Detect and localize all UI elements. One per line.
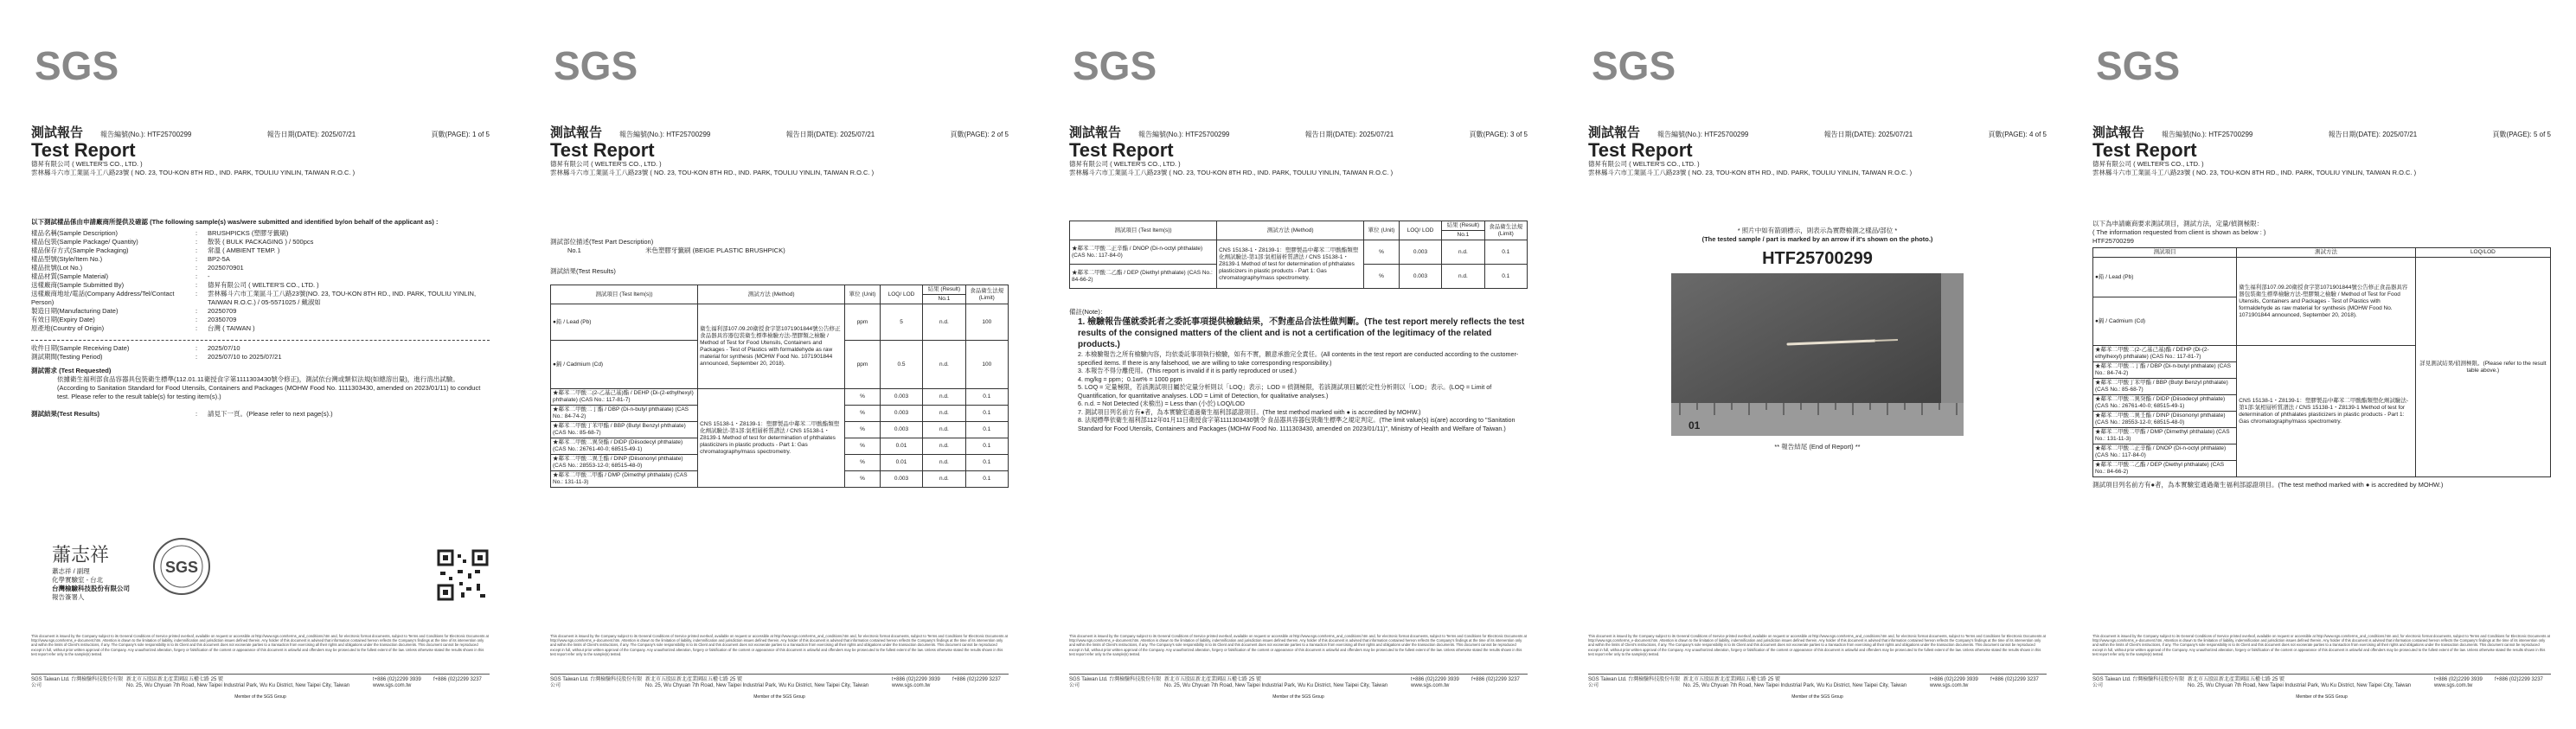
- footer-company: SGS Taiwan Ltd. 台灣檢驗科技股份有限公司: [550, 677, 643, 688]
- col-lod: LOQ/ LOD: [880, 285, 922, 304]
- report-no: 報告編號(No.): HTF25700299: [1657, 131, 1749, 138]
- report-header: [1588, 123, 2047, 177]
- col-limit: 食品衛生法規 (Limit): [965, 285, 1008, 304]
- field-label: 送樣廠商(Sample Submitted By): [31, 281, 125, 289]
- footer-web: www.sgs.com.tw: [2434, 683, 2473, 688]
- title-en: Test Report: [550, 139, 655, 161]
- page-number: 頁數(PAGE): 4 of 5: [1988, 131, 2047, 138]
- table-row: [2093, 258, 2551, 297]
- item-cell: ★鄰苯二甲酸二乙酯 / DEP (Diethyl phthalate) (CAS No.: 84-66-2): [1070, 265, 1217, 289]
- accredited-note: 測試項目列名前方有●者，為本實驗室通過衛生福利部認證項目。(The test method marked with ● is accredited by MOHW.): [2092, 481, 2444, 489]
- result-cell: n.d.: [923, 389, 965, 406]
- col-no1: No.1: [1442, 231, 1484, 240]
- signer-title: 蕭志祥 / 副理: [52, 567, 90, 575]
- lod-cell: 0.003: [880, 406, 922, 422]
- intro-text: 以下測試樣品係由申請廠商所提供及確認 (The following sample(s) was/were submitted and identified by/on behalf of the applicant as) :: [31, 218, 439, 226]
- field-label: 有效日期(Expiry Date): [31, 316, 95, 323]
- sample-field-row: 製造日期(Manufacturing Date) : 20250709: [31, 307, 490, 316]
- item-cell: ★鄰苯二甲酸二甲酯 / DMP (Dimethyl phthalate) (CAS No.: 131-11-3): [2093, 428, 2237, 444]
- footer-addr-zh: 新北市五股區新北產業園區五權七路 25 號: [1164, 677, 1262, 682]
- photo-caption-en: (The tested sample / part is marked by an arrow if it's shown on the photo.): [1701, 235, 1933, 243]
- report-date: 報告日期(DATE): 2025/07/21: [785, 131, 875, 138]
- signer-auth: 報告簽署人: [52, 593, 85, 601]
- page-number: 頁數(PAGE): 2 of 5: [950, 131, 1009, 138]
- field-label: 樣品名稱(Sample Description): [31, 229, 119, 237]
- photo-caption-zh: * 照片中如有箭頭標示，則表示為實際檢測之樣品/部位 *: [1737, 227, 1898, 234]
- unit-cell: %: [1364, 240, 1400, 265]
- sample-field-row: 樣品包裝(Sample Package/ Quantity) : 散裝 ( BULK PACKAGING ) / 500pcs: [31, 238, 490, 246]
- col-no1: No.1: [923, 295, 965, 304]
- field-label: 原產地(Country of Origin): [31, 324, 105, 332]
- note-item: 7. 測試項目列名前方有●者，為本實驗室通過衛生福利部認證項目。(The test method marked with ● is accredited by MOHW.): [1078, 407, 1421, 416]
- report-no: 報告編號(No.): HTF25700299: [1138, 131, 1230, 138]
- footer-legal: This document is issued by the Company subject to its General Conditions of Service printed overleaf, available on request or accessible at http://www.sgs.com/terms_and_conditions.htm and, for electronic format documents, subject to Terms and Conditions for Electronic Documents at http://www.sgs.com/terms_e-document.htm. Attention is drawn to the limitation of liability, indemnification and jurisdiction issues defined therein. Any holder of this document is advised that information contained hereon reflects the Company's findings at the time of its intervention only and within the limits of Client's instructions, if any. The Company's sole responsibility is to its Client and this document does not exonerate parties to a transaction from exercising all their rights and obligations under the transaction documents. This document cannot be reproduced except in full, without prior written approval of the Company. Any unauthorized alteration, forgery or falsification of the content or appearance of this document is unlawful and offenders may be prosecuted to the fullest extent of the law. Unless otherwise stated the results shown in this test report refer only to the sample(s) tested.: [2092, 634, 2550, 656]
- col-item: 測試項目 (Test Item(s)): [1070, 221, 1217, 240]
- svg-text:SGS: SGS: [1073, 43, 1157, 88]
- footer-company: SGS Taiwan Ltd. 台灣檢驗科技股份有限公司: [2092, 677, 2185, 688]
- limit-cell: 0.1: [1484, 265, 1527, 289]
- col-result: 結果 (Result): [1442, 221, 1484, 231]
- report-no: 報告編號(No.): HTF25700299: [100, 131, 192, 138]
- limit-cell: 0.1: [965, 389, 1008, 406]
- footer-member: Member of the SGS Group: [1791, 694, 1843, 700]
- svg-text:SGS: SGS: [35, 43, 119, 88]
- lod-cell: 0.003: [880, 422, 922, 438]
- limit-cell: 0.1: [965, 438, 1008, 455]
- title-en: Test Report: [2092, 139, 2197, 161]
- field-value: 德昇有限公司 ( WELTER'S CO., LTD. ): [208, 281, 319, 289]
- title-en: Test Report: [1588, 139, 1693, 161]
- report-page-1: SGS 測試報告 報告編號(No.): HTF25700299 報告日期(DATE): 2025/07/21 頁數(PAGE): 1 of 5 Test Report 德昇有限公司 ( WELTER'S CO., LTD. ) 雲林縣斗六市工業區斗工八路23號 ( NO. 23, TOU-KON 8TH RD., IND. PARK, TOULIU YINLIN, TAIWAN R.O.C. ) 以下測試樣品係由申請廠商所提供及確認 (The following sample(s) was/were submitted and identified by/on behalf of the applicant as) : 樣品名稱(Sample Description) : BRUSHPICKS (塑膠牙籤刷) 樣品包裝(Sample Package/ Quantity) : 散裝 ( BULK PACKAGING ) / 500pcs 樣品保存方式(Sample Packaging) : 常溫 ( AMBIENT TEMP. ) 樣品型號(Style/Item No.) : BP2-5A 樣品批號(Lot No.) : 2025070901 樣品材質(Sample Material) : - 送樣廠商(Sample Submitted By) : 德昇有限公司 ( WELTER'S CO., LTD. ) 送樣廠商地址/電話(Company Address/Tel/Contact Person) : 雲林縣斗六市工業區斗工八路23號(NO. 23, TOU-KON 8TH RD., IND. PARK, TOULIU YINLIN, TAIWAN R.O.C.) / 05-5571025 / 戴淑如 製造日期(Manufacturing Date) : 20250709 有效日期(Expiry Date) : 20350709 原產地(Country of Origin) : 台灣 ( TAIWAN ) 收件日期(Sample Receiving Date) : 2025/07/10 測試期間(Testing Period) : 2025/07/10 to 2025/07/21 測試需求 (Test Requested) 依據衛生福利部食品容器具包裝衛生標準(112.01.11衛授食字第1111303430號令修正)，測試依台灣或類似法規(如總溶出量)，進行溶出試驗。(According to Sanitation Standard for Food Utensils, Containers and Packages (MOHW Food No. 1111303430, amended on 2023/01/11) to conduct test. Please refer to the result table(s) for testing item(s).) 測試結果(Test Results) : 請見下一頁。(Please refer to next page(s).) 蕭志祥 蕭志祥 / 副理 化學實驗室 - 台北 台灣檢驗科技股份有限公司 報告簽署人 SGS This document is issued by the Company subject to its General Conditions of Service printed overleaf, available on request or accessible at http://www.sgs.com/terms_and_conditions.htm and, for electronic format documents, subject to Terms and Conditions for Electronic Documents at http://www.sgs.com/terms_e-document.htm. Attention is drawn to the limitation of liability, indemnification and jurisdiction issues defined therein. Any holder of this document is advised that information contained hereon reflects the Company's findings at the time of its intervention only and within the limits of Client's instructions, if any. The Company's sole responsibility is to its Client and this document does not exonerate parties to a transaction from exercising all their rights and obligations under the transaction documents. This document cannot be reproduced except in full, without prior written approval of the Company. Any unauthorized alteration, forgery or falsification of the content or appearance of this document is unlawful and offenders may be prosecuted to the fullest extent of the law. Unless otherwise stated the results shown in this test report refer only to the sample(s) tested. SGS Taiwan Ltd. 台灣檢驗科技股份有限公司 新北市五股區新北產業園區五權七路 25 號 No. 25, Wu Chyuan 7th Road, New Taipei Industrial Park, Wu Ku District, New Taipei City, Taiwan t+886 (02)2299 3939 www.sgs.com.tw f+886 (02)2299 3237 Member of the SGS Group: [0, 0, 515, 729]
- part-desc-value: 米色塑膠牙籤刷 (BEIGE PLASTIC BRUSHPICK): [645, 246, 785, 254]
- footer-addr-en: No. 25, Wu Chyuan 7th Road, New Taipei Industrial Park, Wu Ku District, New Taipei City, Taiwan: [645, 683, 869, 688]
- field-label: 樣品型號(Style/Item No.): [31, 255, 103, 263]
- title-zh: 測試報告: [550, 125, 603, 140]
- field-value: BRUSHPICKS (塑膠牙籤刷): [208, 229, 289, 237]
- footer-web: www.sgs.com.tw: [1930, 683, 1969, 688]
- footer-tel: t+886 (02)2299 3939: [373, 677, 421, 682]
- unit-cell: %: [845, 422, 881, 438]
- limit-cell: 0.1: [965, 422, 1008, 438]
- title-en: Test Report: [31, 139, 136, 161]
- report-header: [2092, 123, 2551, 177]
- requested-value: 依據衛生福利部食品容器具包裝衛生標準(112.01.11衛授食字第1111303430號令修正)，測試依台灣或類似法規(如總溶出量)，進行溶出試驗。(According to Sanitation Standard for Food Utensils, Containers and Packages (MOHW Food No. 1111303430, amended on 2023/01/11) to conduct test. Please refer to the result table(s) for testing item(s).): [57, 375, 481, 400]
- item-cell: ★鄰苯二甲酸二異壬酯 / DINP (Diisononyl phthalate) (CAS No.: 28553-12-0; 68515-48-0): [2093, 412, 2237, 428]
- field-value: 雲林縣斗六市工業區斗工八路23號(NO. 23, TOU-KON 8TH RD., IND. PARK, TOULIU YINLIN, TAIWAN R.O.C.) / 05-5571025 / 戴淑如: [208, 290, 477, 306]
- footer-member: Member of the SGS Group: [234, 694, 286, 700]
- result-cell: n.d.: [923, 471, 965, 488]
- report-page-2: [519, 0, 1034, 729]
- item-cell: ★鄰苯二甲酸丁苯甲酯 / BBP (Butyl Benzyl phthalate) (CAS No.: 85-68-7): [2093, 379, 2237, 395]
- col-method: 測試方法: [2237, 248, 2416, 258]
- company-address: 雲林縣斗六市工業區斗工八路23號 ( NO. 23, TOU-KON 8TH RD., IND. PARK, TOULIU YINLIN, TAIWAN R.O.C. ): [1069, 169, 1394, 176]
- footer-tel: t+886 (02)2299 3939: [1930, 677, 1978, 682]
- col-lod: LOQ/ LOD: [1399, 221, 1441, 240]
- method-cell: CNS 15138-1・Z8139-1：塑膠製品中鄰苯二甲酸酯類塑化劑試驗法-第1部:氣相層析質譜法 / CNS 15138-1・Z8139-1 Method of test for determination of phthalates plasticizers in plastic products - Part 1: Gas chromatography/mass spectrometry.: [1217, 240, 1364, 289]
- table-row: [1070, 240, 1528, 265]
- note-item: 1. 檢驗報告僅就委託者之委託事項提供檢驗結果，不對產品合法性做判斷。(The test report merely reflects the test results of the consigned matters of the client and is not a certification of the legitimacy of the related products.): [1078, 317, 1525, 349]
- col-item: 測試項目: [2093, 248, 2237, 258]
- qr-code-icon: [437, 549, 489, 601]
- unit-cell: %: [845, 406, 881, 422]
- footer-fax: f+886 (02)2299 3237: [952, 677, 1001, 682]
- footer-addr-en: No. 25, Wu Chyuan 7th Road, New Taipei Industrial Park, Wu Ku District, New Taipei City, Taiwan: [2188, 683, 2412, 688]
- method-cell: 衛生福利部107.09.20衛授食字第1071901844號公告修正食品器具容器包裝衛生標準檢驗方法-塑膠類之檢驗 / Method of Test for Food Utensils, Containers and Packages - Test of Plastics with formaldehyde as raw material for synthesis (MOHW Food No. 1071901844 announced, September 20, 2018).: [2237, 258, 2416, 346]
- footer-web: www.sgs.com.tw: [373, 683, 412, 688]
- field-value: 20250709: [208, 307, 237, 315]
- footer-tel: t+886 (02)2299 3939: [892, 677, 940, 682]
- company-name: 德昇有限公司 ( WELTER'S CO., LTD. ): [1588, 160, 1700, 168]
- sample-field-row: 樣品型號(Style/Item No.) : BP2-5A: [31, 255, 490, 264]
- company-address: 雲林縣斗六市工業區斗工八路23號 ( NO. 23, TOU-KON 8TH RD., IND. PARK, TOULIU YINLIN, TAIWAN R.O.C. ): [31, 169, 356, 176]
- sample-field-row: 樣品批號(Lot No.) : 2025070901: [31, 264, 490, 272]
- note-item: 4. mg/kg = ppm；0.1wt% = 1000 ppm: [1078, 374, 1182, 383]
- limit-cell: 100: [965, 304, 1008, 341]
- limit-cell: 100: [965, 341, 1008, 389]
- company-address: 雲林縣斗六市工業區斗工八路23號 ( NO. 23, TOU-KON 8TH RD., IND. PARK, TOULIU YINLIN, TAIWAN R.O.C. ): [550, 169, 875, 176]
- footer-fax: f+886 (02)2299 3237: [433, 677, 482, 682]
- unit-cell: ppm: [845, 341, 881, 389]
- company-name: 德昇有限公司 ( WELTER'S CO., LTD. ): [1069, 160, 1181, 168]
- limit-cell: 0.1: [965, 455, 1008, 471]
- sgs-logo: [1069, 35, 1164, 92]
- sample-field-row: 樣品材質(Sample Material) : -: [31, 272, 490, 281]
- result-cell: n.d.: [1442, 265, 1484, 289]
- item-cell: ★鄰苯二甲酸二異癸酯 / DIDP (Diisodecyl phthalate) (CAS No.: 26761-40-0; 68515-49-1): [2093, 395, 2237, 412]
- method-cell: 衛生福利部107.09.20衛授食字第1071901844號公告修正食品器具容器包裝衛生標準檢驗方法-塑膠類之檢驗 / Method of Test for Food Utensils, Containers and Packages - Test of Plastics with formaldehyde as raw material for synthesis (MOHW Food No. 1071901844 announced, September 20, 2018).: [698, 304, 845, 389]
- item-cell: ★鄰苯二甲酸二異壬酯 / DINP (Diisononyl phthalate) (CAS No.: 28553-12-0; 68515-48-0): [551, 455, 698, 471]
- title-zh: 測試報告: [1588, 125, 1641, 140]
- item-cell: ★鄰苯二甲酸二丁酯 / DBP (Di-n-butyl phthalate) (CAS No.: 84-74-2): [2093, 362, 2237, 379]
- report-date: 報告日期(DATE): 2025/07/21: [2328, 131, 2418, 138]
- col-lod: LOQ/LOD: [2415, 248, 2550, 258]
- footer-legal: This document is issued by the Company subject to its General Conditions of Service printed overleaf, available on request or accessible at http://www.sgs.com/terms_and_conditions.htm and, for electronic format documents, subject to Terms and Conditions for Electronic Documents at http://www.sgs.com/terms_e-document.htm. Attention is drawn to the limitation of liability, indemnification and jurisdiction issues defined therein. Any holder of this document is advised that information contained hereon reflects the Company's findings at the time of its intervention only and within the limits of Client's instructions, if any. The Company's sole responsibility is to its Client and this document does not exonerate parties to a transaction from exercising all their rights and obligations under the transaction documents. This document cannot be reproduced except in full, without prior written approval of the Company. Any unauthorized alteration, forgery or falsification of the content or appearance of this document is unlawful and offenders may be prosecuted to the fullest extent of the law. Unless otherwise stated the results shown in this test report refer only to the sample(s) tested.: [550, 634, 1008, 656]
- sample-field-row: 送樣廠商地址/電話(Company Address/Tel/Contact Person) : 雲林縣斗六市工業區斗工八路23號(NO. 23, TOU-KON 8TH RD., IND. PARK, TOULIU YINLIN, TAIWAN R.O.C.) / 05-5571025 / 戴淑如: [31, 290, 490, 307]
- item-cell: ★鄰苯二甲酸二甲酯 / DMP (Dimethyl phthalate) (CAS No.: 131-11-3): [551, 471, 698, 488]
- sgs-logo: [2092, 35, 2188, 92]
- report-no: 報告編號(No.): HTF25700299: [619, 131, 711, 138]
- svg-text:SGS: SGS: [164, 559, 199, 576]
- footer-web: www.sgs.com.tw: [892, 683, 931, 688]
- note-item: 6. n.d. = Not Detected (未檢出) = Less than (小於) LOQ/LOD: [1078, 400, 1245, 407]
- limit-cell: 0.1: [965, 471, 1008, 488]
- field-label: 樣品包裝(Sample Package/ Quantity): [31, 238, 138, 246]
- item-cell: ★鄰苯二甲酸二(2-乙基己基)酯 / DEHP (Di-(2-ethylhexyl) phthalate) (CAS No.: 117-81-7): [551, 389, 698, 406]
- svg-text:01: 01: [1688, 419, 1701, 432]
- company-name: 德昇有限公司 ( WELTER'S CO., LTD. ): [2092, 160, 2204, 168]
- receiving-label: 收件日期(Sample Receiving Date): [31, 344, 130, 352]
- svg-text:SGS: SGS: [1592, 43, 1676, 88]
- footer: [2092, 634, 2551, 700]
- results-value: 請見下一頁。(Please refer to next page(s).): [208, 410, 333, 418]
- sample-fields: [31, 229, 490, 333]
- intro-en: ( The information requested from client is shown as below : ): [2092, 228, 2266, 236]
- company-address: 雲林縣斗六市工業區斗工八路23號 ( NO. 23, TOU-KON 8TH RD., IND. PARK, TOULIU YINLIN, TAIWAN R.O.C. ): [2092, 169, 2417, 176]
- footer: [1588, 634, 2047, 700]
- footer-company: SGS Taiwan Ltd. 台灣檢驗科技股份有限公司: [1588, 677, 1681, 688]
- footer-legal: This document is issued by the Company subject to its General Conditions of Service printed overleaf, available on request or accessible at http://www.sgs.com/terms_and_conditions.htm and, for electronic format documents, subject to Terms and Conditions for Electronic Documents at http://www.sgs.com/terms_e-document.htm. Attention is drawn to the limitation of liability, indemnification and jurisdiction issues defined therein. Any holder of this document is advised that information contained hereon reflects the Company's findings at the time of its intervention only and within the limits of Client's instructions, if any. The Company's sole responsibility is to its Client and this document does not exonerate parties to a transaction from exercising all their rights and obligations under the transaction documents. This document cannot be reproduced except in full, without prior written approval of the Company. Any unauthorized alteration, forgery or falsification of the content or appearance of this document is unlawful and offenders may be prosecuted to the fullest extent of the law. Unless otherwise stated the results shown in this test report refer only to the sample(s) tested.: [1069, 634, 1527, 656]
- field-label: 樣品材質(Sample Material): [31, 272, 109, 280]
- company-name: 德昇有限公司 ( WELTER'S CO., LTD. ): [31, 160, 143, 168]
- item-cell: ★鄰苯二甲酸二乙酯 / DEP (Diethyl phthalate) (CAS No.: 84-66-2): [2093, 461, 2237, 477]
- company-address: 雲林縣斗六市工業區斗工八路23號 ( NO. 23, TOU-KON 8TH RD., IND. PARK, TOULIU YINLIN, TAIWAN R.O.C. ): [1588, 169, 1913, 176]
- footer-company: SGS Taiwan Ltd. 台灣檢驗科技股份有限公司: [1069, 677, 1162, 688]
- report-date: 報告日期(DATE): 2025/07/21: [1304, 131, 1394, 138]
- footer-web: www.sgs.com.tw: [1411, 683, 1450, 688]
- page-number: 頁數(PAGE): 1 of 5: [431, 131, 490, 138]
- item-cell: ★鄰苯二甲酸二丁酯 / DBP (Di-n-butyl phthalate) (CAS No.: 84-74-2): [551, 406, 698, 422]
- results-table: [550, 285, 1009, 488]
- notes-list: [1069, 317, 1528, 432]
- footer-addr-en: No. 25, Wu Chyuan 7th Road, New Taipei Industrial Park, Wu Ku District, New Taipei City, Taiwan: [1164, 683, 1388, 688]
- sample-field-row: 樣品名稱(Sample Description) : BRUSHPICKS (塑膠牙籤刷): [31, 229, 490, 238]
- testing-label: 測試期間(Testing Period): [31, 353, 103, 361]
- lod-cell: 5: [880, 304, 922, 341]
- field-label: 製造日期(Manufacturing Date): [31, 307, 119, 315]
- footer: [31, 634, 490, 700]
- col-limit: 食品衛生法規 (Limit): [1484, 221, 1527, 240]
- item-cell: ●鉛 / Lead (Pb): [551, 304, 698, 341]
- unit-cell: %: [845, 389, 881, 406]
- signature: 蕭志祥: [52, 545, 110, 566]
- item-cell: ★鄰苯二甲酸二正辛酯 / DNOP (Di-n-octyl phthalate) (CAS No.: 117-84-0): [1070, 240, 1217, 265]
- sample-field-row: 原產地(Country of Origin) : 台灣 ( TAIWAN ): [31, 324, 490, 333]
- sample-field-row: 樣品保存方式(Sample Packaging) : 常溫 ( AMBIENT TEMP. ): [31, 246, 490, 255]
- field-value: -: [208, 272, 210, 280]
- sgs-logo: [550, 35, 645, 92]
- results-label: 測試結果(Test Results): [31, 410, 100, 418]
- part-no: No.1: [567, 246, 581, 254]
- field-value: 2025070901: [208, 264, 244, 272]
- item-cell: ●鎘 / Cadmium (Cd): [551, 341, 698, 389]
- sgs-logo: [31, 35, 126, 92]
- note-item: 8. 法規標準依衛生福利部112年01月11日衛授食字第1111303430號令 食品器具容器包裝衛生標準之規定判定。(The limit value(s) is(are) according to "Sanitation Standard for Food Utensils, Containers and Packages (MOHW Food No. 1111303430, amended on 2023/01/11)", Ministry of Health and Welfare of Taiwan.): [1078, 416, 1515, 432]
- note-title: 備註(Note)：: [1069, 308, 1107, 316]
- lod-cell: 0.003: [1399, 240, 1441, 265]
- part-desc-label: 測試部位描述(Test Part Description): [550, 238, 654, 246]
- sample-field-row: 送樣廠商(Sample Submitted By) : 德昇有限公司 ( WELTER'S CO., LTD. ): [31, 281, 490, 290]
- col-result: 結果 (Result): [923, 285, 965, 295]
- lod-cell: 0.003: [880, 389, 922, 406]
- svg-text:SGS: SGS: [2096, 43, 2181, 88]
- result-cell: n.d.: [923, 422, 965, 438]
- footer-addr-en: No. 25, Wu Chyuan 7th Road, New Taipei Industrial Park, Wu Ku District, New Taipei City, Taiwan: [126, 683, 350, 688]
- result-cell: n.d.: [923, 438, 965, 455]
- footer-legal: This document is issued by the Company subject to its General Conditions of Service printed overleaf, available on request or accessible at http://www.sgs.com/terms_and_conditions.htm and, for electronic format documents, subject to Terms and Conditions for Electronic Documents at http://www.sgs.com/terms_e-document.htm. Attention is drawn to the limitation of liability, indemnification and jurisdiction issues defined therein. Any holder of this document is advised that information contained hereon reflects the Company's findings at the time of its intervention only and within the limits of Client's instructions, if any. The Company's sole responsibility is to its Client and this document does not exonerate parties to a transaction from exercising all their rights and obligations under the transaction documents. This document cannot be reproduced except in full, without prior written approval of the Company. Any unauthorized alteration, forgery or falsification of the content or appearance of this document is unlawful and offenders may be prosecuted to the fullest extent of the law. Unless otherwise stated the results shown in this test report refer only to the sample(s) tested.: [31, 634, 489, 656]
- field-value: 常溫 ( AMBIENT TEMP. ): [208, 246, 280, 254]
- title-zh: 測試報告: [2092, 125, 2145, 140]
- result-cell: n.d.: [923, 304, 965, 341]
- signer-org: 台灣檢驗科技股份有限公司: [52, 585, 130, 592]
- lod-cell: 0.003: [1399, 265, 1441, 289]
- item-cell: ★鄰苯二甲酸二(2-乙基己基)酯 / DEHP (Di-(2-ethylhexyl) phthalate) (CAS No.: 117-81-7): [2093, 346, 2237, 362]
- item-cell: ●鎘 / Cadmium (Cd): [2093, 297, 2237, 346]
- footer-addr-zh: 新北市五股區新北產業園區五權七路 25 號: [126, 677, 224, 682]
- result-cell: n.d.: [923, 406, 965, 422]
- report-header: [1069, 123, 1528, 177]
- limit-cell: 0.1: [1484, 240, 1527, 265]
- col-method: 測試方法 (Method): [698, 285, 845, 304]
- sgs-stamp-icon: [151, 536, 212, 597]
- testing-value: 2025/07/10 to 2025/07/21: [208, 353, 282, 361]
- table-row: [551, 304, 1009, 341]
- field-label: 送樣廠商地址/電話(Company Address/Tel/Contact Person): [31, 290, 175, 306]
- method-cell: CNS 15138-1・Z8139-1：塑膠製品中鄰苯二甲酸酯類塑化劑試驗法-第1部:氣相層析質譜法 / CNS 15138-1・Z8139-1 Method of test for determination of phthalates plasticizers in plastic products - Part 1: Gas chromatography/mass spectrometry.: [2237, 346, 2416, 477]
- title-en: Test Report: [1069, 139, 1174, 161]
- result-cell: n.d.: [923, 341, 965, 389]
- limit-cell: 0.1: [965, 406, 1008, 422]
- item-cell: ★鄰苯二甲酸丁苯甲酯 / BBP (Butyl Benzyl phthalate) (CAS No.: 85-68-7): [551, 422, 698, 438]
- result-cell: n.d.: [1442, 240, 1484, 265]
- report-page-5: [2061, 0, 2576, 729]
- report-page-4: [1557, 0, 2072, 729]
- field-label: 樣品保存方式(Sample Packaging): [31, 246, 129, 254]
- footer-addr-zh: 新北市五股區新北產業園區五權七路 25 號: [645, 677, 743, 682]
- title-zh: 測試報告: [31, 125, 84, 140]
- report-id: HTF25700299: [2092, 237, 2134, 245]
- svg-text:SGS: SGS: [554, 43, 638, 88]
- footer-addr-zh: 新北市五股區新北產業園區五權七路 25 號: [1683, 677, 1781, 682]
- report-header: [31, 123, 490, 177]
- sample-photo: [1671, 273, 1964, 436]
- company-name: 德昇有限公司 ( WELTER'S CO., LTD. ): [550, 160, 662, 168]
- field-label: 樣品批號(Lot No.): [31, 264, 83, 272]
- col-unit: 單位 (Unit): [1364, 221, 1400, 240]
- signer-dept: 化學實驗室 - 台北: [52, 576, 104, 584]
- col-item: 測試項目 (Test Item(s)): [551, 285, 698, 304]
- footer-fax: f+886 (02)2299 3237: [2495, 677, 2543, 682]
- field-value: BP2-5A: [208, 255, 230, 263]
- method-cell: CNS 15138-1・Z8139-1：塑膠製品中鄰苯二甲酸酯類塑化劑試驗法-第1部:氣相層析質譜法 / CNS 15138-1・Z8139-1 Method of test for determination of phthalates plasticizers in plastic products - Part 1: Gas chromatography/mass spectrometry.: [698, 389, 845, 488]
- field-value: 散裝 ( BULK PACKAGING ) / 500pcs: [208, 238, 314, 246]
- note-item: 3. 本報告不得分離使用。(This report is invalid if it is partly reproduced or used.): [1078, 367, 1297, 374]
- footer-company: SGS Taiwan Ltd. 台灣檢驗科技股份有限公司: [31, 677, 124, 688]
- unit-cell: %: [845, 471, 881, 488]
- footer-member: Member of the SGS Group: [753, 694, 805, 700]
- lod-cell: 0.003: [880, 471, 922, 488]
- results-table: [1069, 221, 1528, 289]
- note-item: 2. 本檢驗報告之所有檢驗內容，均依委託事項執行檢驗，如有不實，願意承擔完全責任。(All contents in the test report are conducted according to the customer-specified items. If there is any falsehood, we are willing to take corresponding responsibility.): [1078, 350, 1519, 367]
- footer-member: Member of the SGS Group: [1272, 694, 1324, 700]
- result-cell: n.d.: [923, 455, 965, 471]
- photo-id: HTF25700299: [1762, 249, 1873, 268]
- item-cell: ●鉛 / Lead (Pb): [2093, 258, 2237, 297]
- col-method: 測試方法 (Method): [1217, 221, 1364, 240]
- footer-addr-en: No. 25, Wu Chyuan 7th Road, New Taipei Industrial Park, Wu Ku District, New Taipei City, Taiwan: [1683, 683, 1907, 688]
- requested-items-table: [2092, 247, 2551, 477]
- page-number: 頁數(PAGE): 5 of 5: [2492, 131, 2551, 138]
- lod-note-cell: 詳見測試結果/偵測極限。(Please refer to the result table above.): [2415, 258, 2550, 477]
- lod-cell: 0.01: [880, 455, 922, 471]
- receiving-value: 2025/07/10: [208, 344, 240, 352]
- report-date: 報告日期(DATE): 2025/07/21: [266, 131, 356, 138]
- footer-tel: t+886 (02)2299 3939: [1411, 677, 1459, 682]
- sample-field-row: 有效日期(Expiry Date) : 20350709: [31, 316, 490, 324]
- table-row: [551, 389, 1009, 406]
- field-value: 台灣 ( TAIWAN ): [208, 324, 255, 332]
- intro-zh: 以下為申請廠商要求測試項目，測試方法，定量/偵測極限：: [2092, 220, 2264, 227]
- end-of-report: ** 報告結尾 (End of Report) **: [1774, 443, 1861, 451]
- footer-fax: f+886 (02)2299 3237: [1471, 677, 1520, 682]
- sgs-logo: [1588, 35, 1683, 92]
- report-date: 報告日期(DATE): 2025/07/21: [1823, 131, 1913, 138]
- footer-legal: This document is issued by the Company subject to its General Conditions of Service printed overleaf, available on request or accessible at http://www.sgs.com/terms_and_conditions.htm and, for electronic format documents, subject to Terms and Conditions for Electronic Documents at http://www.sgs.com/terms_e-document.htm. Attention is drawn to the limitation of liability, indemnification and jurisdiction issues defined therein. Any holder of this document is advised that information contained hereon reflects the Company's findings at the time of its intervention only and within the limits of Client's instructions, if any. The Company's sole responsibility is to its Client and this document does not exonerate parties to a transaction from exercising all their rights and obligations under the transaction documents. This document cannot be reproduced except in full, without prior written approval of the Company. Any unauthorized alteration, forgery or falsification of the content or appearance of this document is unlawful and offenders may be prosecuted to the fullest extent of the law. Unless otherwise stated the results shown in this test report refer only to the sample(s) tested.: [1588, 634, 2046, 656]
- report-page-3: [1038, 0, 1553, 729]
- report-header: [550, 123, 1009, 177]
- unit-cell: %: [845, 438, 881, 455]
- unit-cell: ppm: [845, 304, 881, 341]
- note-item: 5. LOQ = 定量極限，若該測試項目屬於定量分析則以「LOQ」表示；LOD = 偵測極限，若該測試項目屬於定性分析則以「LOD」表示。(LOQ = Limit of Quantification, for quantitative analyses. LOD = Limit of Detection, for qualitative analyses.): [1078, 383, 1492, 400]
- unit-cell: %: [1364, 265, 1400, 289]
- footer-addr-zh: 新北市五股區新北產業園區五權七路 25 號: [2188, 677, 2285, 682]
- footer-member: Member of the SGS Group: [2296, 694, 2348, 700]
- item-cell: ★鄰苯二甲酸二異癸酯 / DIDP (Diisodecyl phthalate) (CAS No.: 26761-40-0; 68515-49-1): [551, 438, 698, 455]
- field-value: 20350709: [208, 316, 237, 323]
- footer-fax: f+886 (02)2299 3237: [1990, 677, 2039, 682]
- lod-cell: 0.5: [880, 341, 922, 389]
- item-cell: ★鄰苯二甲酸二正辛酯 / DNOP (Di-n-octyl phthalate) (CAS No.: 117-84-0): [2093, 444, 2237, 461]
- col-unit: 單位 (Unit): [845, 285, 881, 304]
- lod-cell: 0.01: [880, 438, 922, 455]
- report-no: 報告編號(No.): HTF25700299: [2162, 131, 2253, 138]
- unit-cell: %: [845, 455, 881, 471]
- footer: [550, 634, 1009, 700]
- title-zh: 測試報告: [1069, 125, 1122, 140]
- requested-label: 測試需求 (Test Requested): [31, 367, 112, 374]
- footer: [1069, 634, 1528, 700]
- results-title: 測試結果(Test Results): [550, 267, 616, 275]
- footer-tel: t+886 (02)2299 3939: [2434, 677, 2483, 682]
- page-number: 頁數(PAGE): 3 of 5: [1469, 131, 1528, 138]
